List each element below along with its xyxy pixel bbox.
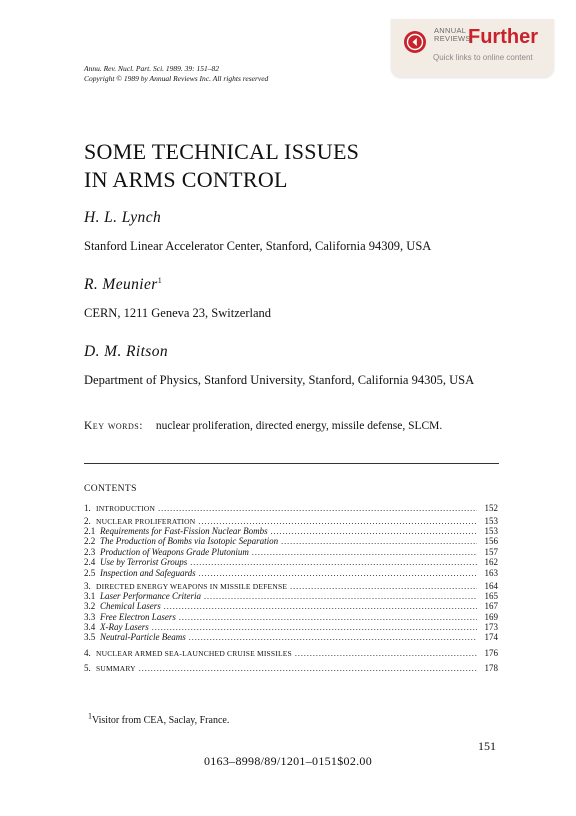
price-code: 0163–8998/89/1201–0151$02.00 [203,754,373,768]
arrow-left-circle-icon[interactable] [403,30,427,54]
affiliation-1: Stanford Linear Accelerator Center, Stanford, California 94309, USA [84,239,432,253]
table-of-contents [84,500,498,674]
badge-annual-reviews [434,27,471,43]
badge-quick-links[interactable]: Quick links to online content [433,53,533,62]
badge-further[interactable]: Further [468,26,538,48]
toc-subitem[interactable]: 3.4 X-Ray Lasers ..... 173 [84,622,498,632]
keywords-text: nuclear proliferation, directed energy, missile defense, SLCM. [155,420,443,432]
page-number: 151 [478,739,496,753]
toc-item[interactable]: 1. INTRODUCTION ..... 152 [84,503,498,513]
keywords-label: Key words: [84,420,143,432]
toc-subitem[interactable]: 2.2 The Production of Bombs via Isotopic Separation ..... 156 [84,536,498,546]
toc-subitem[interactable]: 2.3 Production of Weapons Grade Plutonium ..... 157 [84,547,498,557]
toc-item[interactable]: 2. NUCLEAR PROLIFERATION ..... 153 [84,516,498,526]
footnote-mark: 1 [88,711,92,721]
badge-reviews: REVIEWS [434,34,471,43]
author-footnote-mark: 1 [157,275,163,285]
badge-annual: ANNUAL [434,26,467,35]
author-name: R. Meunier [84,276,158,293]
toc-subitem[interactable]: 3.5 Neutral-Particle Beams ..... 174 [84,632,498,642]
author-3 [84,343,168,361]
affiliation-3: Department of Physics, Stanford University, Stanford, California 94305, USA [84,373,475,387]
footnote [88,711,230,726]
keywords [84,420,442,432]
citation [84,64,268,84]
toc-subitem[interactable]: 2.4 Use by Terrorist Groups ..... 162 [84,557,498,567]
affiliation-2: CERN, 1211 Geneva 23, Switzerland [84,306,271,320]
toc-item[interactable]: 5. SUMMARY ..... 178 [84,663,498,673]
toc-item[interactable]: 4. NUCLEAR ARMED SEA-LAUNCHED CRUISE MISSILES ..... 176 [84,648,498,658]
divider [84,463,499,464]
toc-subitem[interactable]: 3.3 Free Electron Lasers ..... 169 [84,612,498,622]
citation-line-2: Copyright © 1989 by Annual Reviews Inc. All rights reserved [84,74,269,83]
title-line-1: SOME TECHNICAL ISSUES [84,139,360,164]
toc-item[interactable]: 3. DIRECTED ENERGY WEAPONS IN MISSILE DEFENSE ..... 164 [84,581,498,591]
toc-subitem[interactable]: 2.5 Inspection and Safeguards ..... 163 [84,568,498,578]
contents-heading: CONTENTS [84,484,137,494]
author-name: D. M. Ritson [84,343,169,360]
toc-subitem[interactable]: 3.2 Chemical Lasers ..... 167 [84,601,498,611]
title-line-2: IN ARMS CONTROL [84,167,288,192]
toc-subitem[interactable]: 3.1 Laser Performance Criteria ..... 165 [84,591,498,601]
toc-subitem[interactable]: 2.1 Requirements for Fast-Fission Nuclear Bombs ..... 153 [84,526,498,536]
author-name: H. L. Lynch [84,209,162,226]
citation-line-1: Annu. Rev. Nucl. Part. Sci. 1989. 39: 151–82 [84,64,220,73]
footnote-text: Visitor from CEA, Saclay, France. [92,715,230,726]
author-1 [84,209,161,227]
article-title [84,138,359,194]
author-2 [84,276,162,294]
